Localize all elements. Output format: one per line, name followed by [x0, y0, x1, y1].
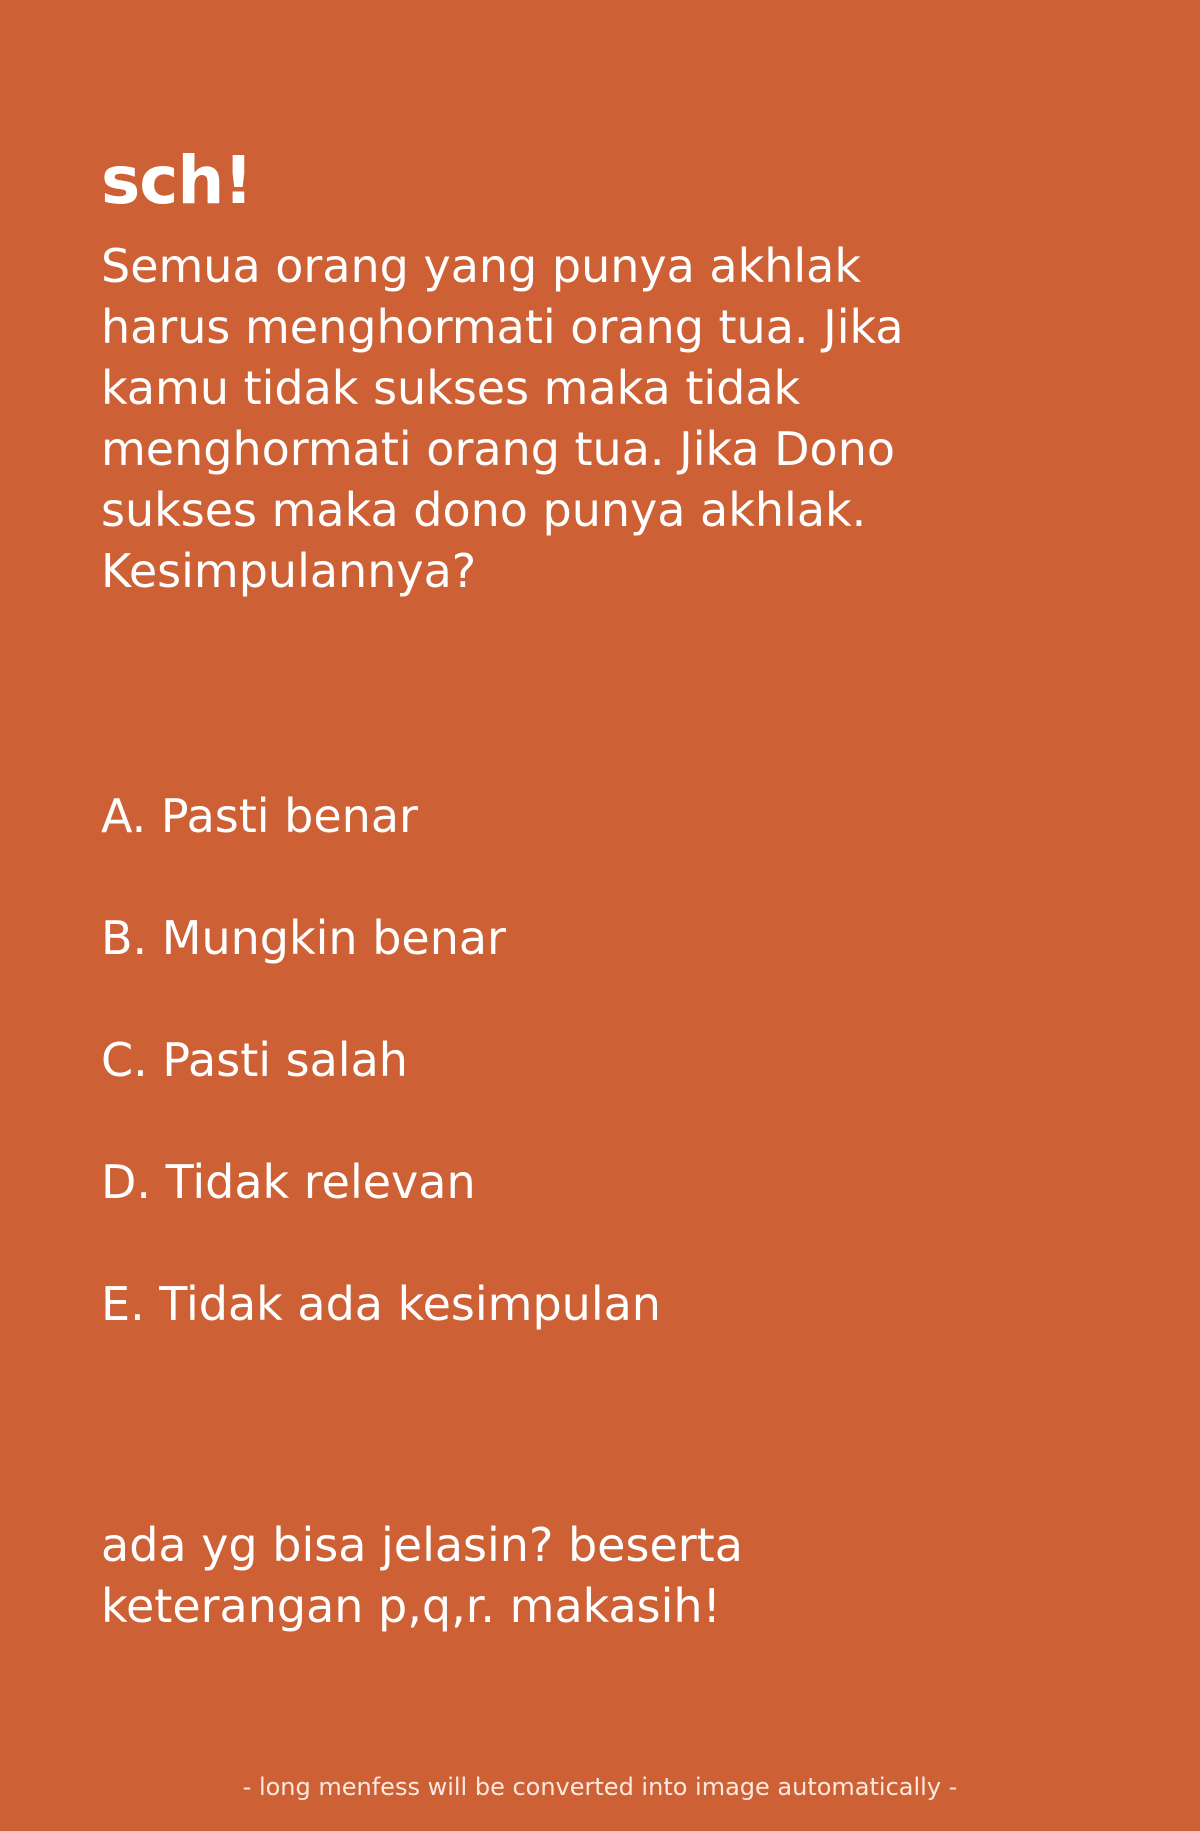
menfess-card — [101, 0, 1101, 1831]
option-c: C. Pasti salah — [101, 1033, 408, 1087]
option-b: B. Mungkin benar — [101, 911, 506, 965]
question-line: Semua orang yang punya akhlak — [101, 239, 862, 293]
closing-text — [101, 1515, 1001, 1637]
question-text — [101, 236, 1001, 602]
question-line: menghormati orang tua. Jika Dono — [101, 422, 895, 476]
answer-options — [101, 786, 661, 1396]
question-line: Kesimpulannya? — [101, 544, 477, 598]
closing-line: keterangan p,q,r. makasih! — [101, 1579, 721, 1633]
question-line: kamu tidak sukses maka tidak — [101, 361, 801, 415]
question-line: sukses maka dono punya akhlak. — [101, 483, 867, 537]
question-line: harus menghormati orang tua. Jika — [101, 300, 904, 354]
post-tag: sch! — [101, 142, 253, 219]
closing-line: ada yg bisa jelasin? beserta — [101, 1518, 743, 1572]
option-a: A. Pasti benar — [101, 789, 418, 843]
option-e: E. Tidak ada kesimpulan — [101, 1277, 661, 1331]
footer-note: - long menfess will be converted into image automatically - — [242, 1773, 958, 1801]
option-d: D. Tidak relevan — [101, 1155, 476, 1209]
